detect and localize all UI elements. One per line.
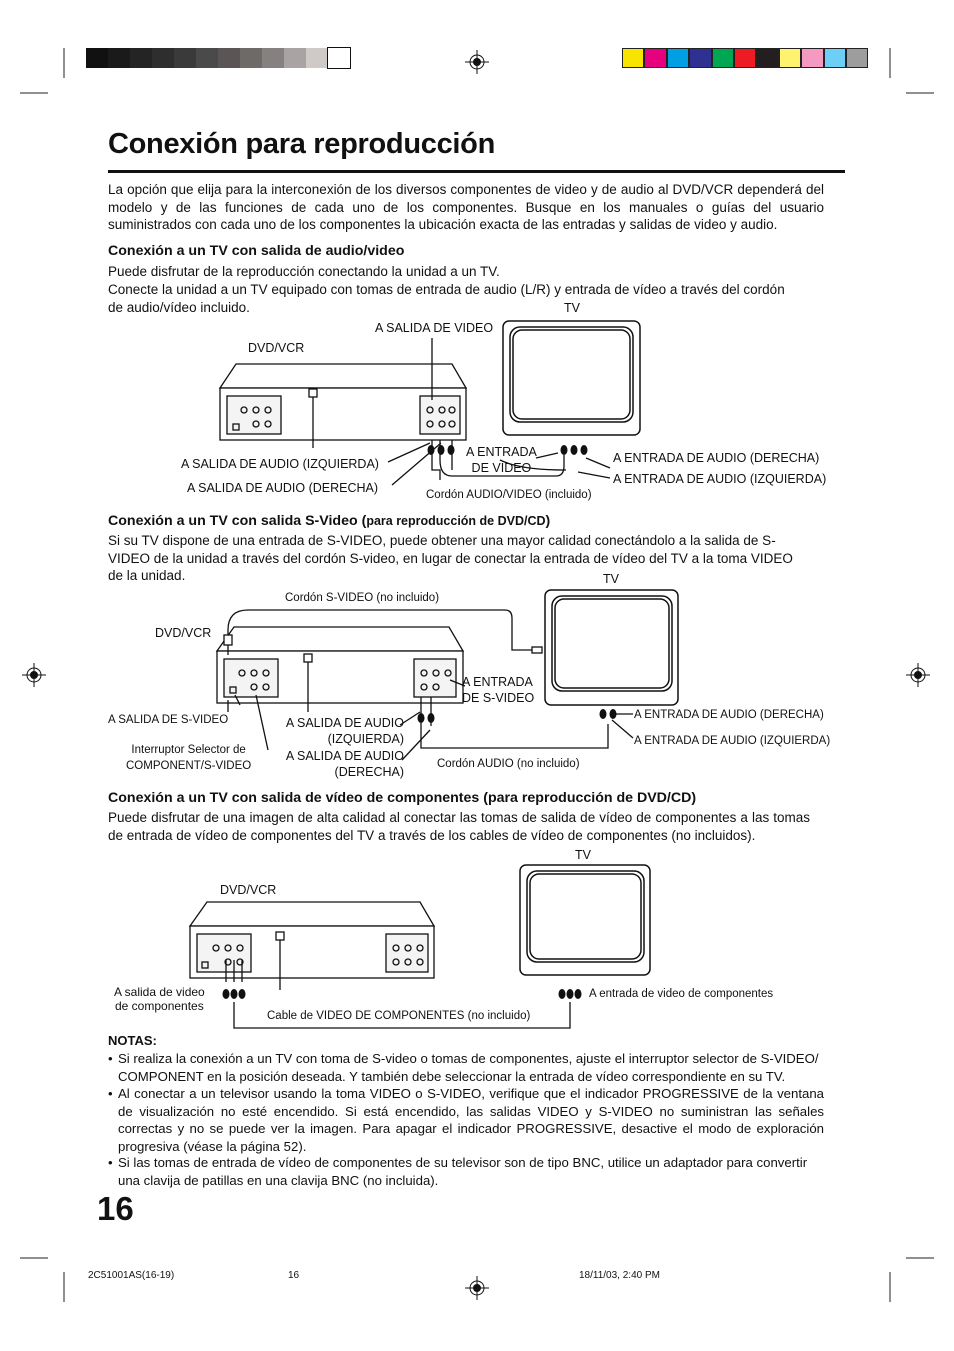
note-item-2 [108, 1085, 824, 1155]
svideo-out-label: A SALIDA DE S-VIDEO [108, 714, 229, 726]
note-bullet-3: • [108, 1155, 113, 1170]
audio-out-right-label-2: A SALIDA DE AUDIO (DERECHA) [285, 749, 404, 779]
svideo-cord-label: Cordón S-VIDEO (no incluido) [285, 592, 440, 604]
component-in-label: A entrada de video de componentes [589, 988, 774, 1000]
av-cord-label: Cordón AUDIO/VIDEO (incluido) [426, 489, 592, 501]
audio-cord-label: Cordón AUDIO (no incluido) [437, 758, 580, 770]
note-text-1: Si realiza la conexión a un TV con toma de S-video o tomas de componentes, ajuste el interruptor selector de S-VIDEO/ COMPONENT en la posición deseada. Y también debe seleccionar la entrada de vídeo correspondiente en su TV. [118, 1051, 819, 1084]
note-item-1 [108, 1050, 824, 1085]
note-item-3 [108, 1154, 824, 1189]
tv-label-1: TV [564, 301, 580, 315]
intro-paragraph: La opción que elija para la interconexión de los diversos componentes de video y de audio al DVD/VCR dependerá del modelo y de las funciones de cada uno de los componentes. Busque en los manuales o guías del usuario suministrados con cada uno de los componentes la ubicación exacta de las entradas y salidas de video y audio. [108, 182, 824, 232]
component-plugs-vcr [223, 989, 246, 999]
section2-heading-end: ) [545, 513, 551, 529]
dvdvcr-label-3: DVD/VCR [220, 883, 277, 897]
dvdvcr-label-1: DVD/VCR [248, 341, 305, 355]
page-number: 16 [97, 1190, 134, 1227]
note-text-2: Al conectar a un televisor usando la toma VIDEO o S-VIDEO, verifique que el indicador PROGRESSIVE de la ventana de visualización no esté encendido. Si está encendido, las salidas VIDEO y S-VIDEO no suministran las señales correctas y no se puede ver la imagen. Para apagar el indicador PROGRESSIVE, desactive el modo de exploración progresiva (véase la página 52). [118, 1086, 824, 1154]
audio-in-right-label-2: A ENTRADA DE AUDIO (DERECHA) [634, 709, 824, 721]
switch-label: Interruptor Selector de COMPONENT/S-VIDEO [126, 744, 252, 772]
svideo-in-label: A ENTRADA DE S-VIDEO [462, 675, 535, 705]
notes-title: NOTAS: [108, 1033, 157, 1048]
audio-out-left-label-1: A SALIDA DE AUDIO (IZQUIERDA) [181, 457, 379, 471]
audio-out-left-label-2: A SALIDA DE AUDIO (IZQUIERDA) [285, 716, 404, 746]
footer-page: 16 [288, 1270, 300, 1281]
footer-job-code: 2C51001AS(16-19) [88, 1270, 175, 1281]
note-bullet-1: • [108, 1051, 113, 1066]
note-bullet-2: • [108, 1086, 113, 1101]
section1-line2: Conecte la unidad a un TV equipado con tomas de entrada de audio (L/R) y entrada de vídeo a través del cordón de audio/vídeo incluido. [108, 282, 785, 315]
component-cable-label: Cable de VIDEO DE COMPONENTES (no incluido) [267, 1010, 531, 1022]
note-text-3: Si las tomas de entrada de vídeo de componentes de su televisor son de tipo BNC, utilice un adaptador para convertir una clavija de patillas en una clavija BNC (no incluida). [118, 1155, 808, 1188]
footer-timestamp: 18/11/03, 2:40 PM [579, 1270, 660, 1281]
tv-label-2: TV [603, 572, 619, 586]
section1-heading: Conexión a un TV con salida de audio/video [108, 243, 405, 259]
audio-in-left-label-1: A ENTRADA DE AUDIO (IZQUIERDA) [613, 472, 827, 486]
video-in-label: A ENTRADA DE VIDEO [466, 445, 537, 475]
section3-heading: Conexión a un TV con salida de vídeo de componentes (para reproducción de DVD/CD) [108, 790, 697, 806]
section2-heading-small: para reproducción de DVD/CD [366, 514, 546, 528]
section3-body: Puede disfrutar de una imagen de alta calidad al conectar las tomas de salida de vídeo de componentes a las tomas de entrada de vídeo de componentes del TV a través de los cables de vídeo de componentes (no incluidos). [108, 810, 810, 843]
dvdvcr-label-2: DVD/VCR [155, 626, 212, 640]
audio-in-right-label-1: A ENTRADA DE AUDIO (DERECHA) [613, 451, 820, 465]
page-title: Conexión para reproducción [108, 128, 495, 160]
component-plugs-tv [559, 989, 582, 999]
section1-line1: Puede disfrutar de la reproducción conectando la unidad a un TV. [108, 264, 500, 279]
tv-label-3: TV [575, 848, 591, 862]
section2-body: Si su TV dispone de una entrada de S-VIDEO, puede obtener una mayor calidad conectándolo a la salida de S-VIDEO de la unidad a través del cordón S-video, en lugar de conectar la entrada de vídeo del TV a la toma VIDEO de la unidad. [108, 533, 793, 583]
tv-set-3 [520, 865, 650, 975]
audio-out-right-label-1: A SALIDA DE AUDIO (DERECHA) [187, 481, 379, 495]
section2-heading-main: Conexión a un TV con salida S-Video ( [108, 513, 367, 529]
video-out-label: A SALIDA DE VIDEO [375, 321, 494, 335]
component-out-label: A salida de video de componentes [114, 985, 205, 1013]
audio-in-left-label-2: A ENTRADA DE AUDIO (IZQUIERDA) [634, 735, 831, 747]
